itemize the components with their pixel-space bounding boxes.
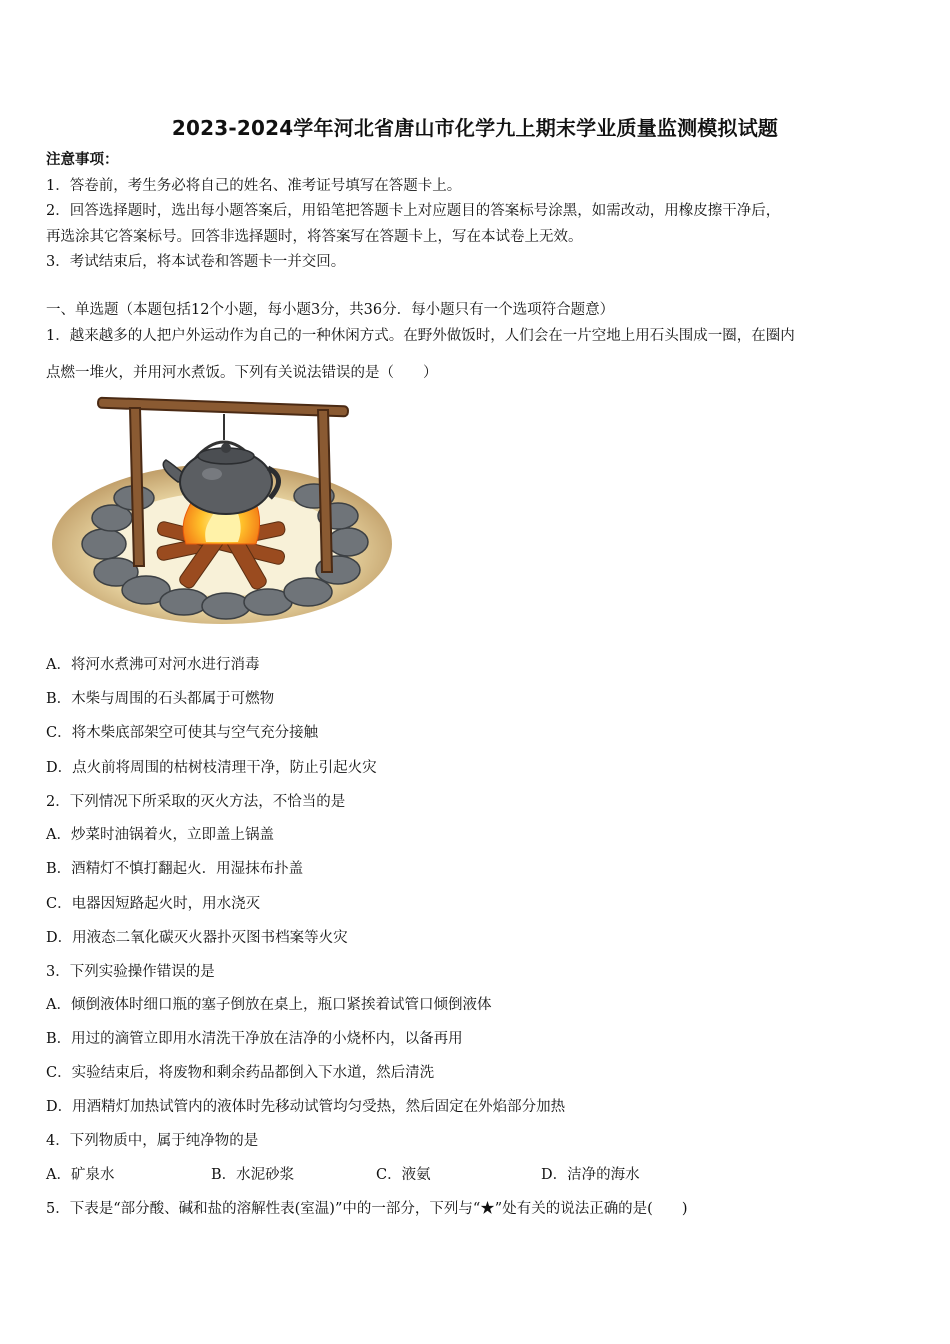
q2-option-b: B．酒精灯不慎打翻起火．用湿抹布扑盖 <box>46 861 304 877</box>
q3-option-a: A．倾倒液体时细口瓶的塞子倒放在桌上，瓶口紧挨着试管口倾倒液体 <box>46 997 492 1013</box>
q3-option-c: C．实验结束后，将废物和剩余药品都倒入下水道，然后清洗 <box>46 1065 435 1081</box>
q4-option-b: B．水泥砂浆 <box>211 1167 295 1183</box>
q1-option-d: D．点火前将周围的枯树枝清理干净，防止引起火灾 <box>46 760 377 776</box>
q1-stem-line2: 点燃一堆火，并用河水煮饭。下列有关说法错误的是（ ） <box>46 365 438 381</box>
q5-stem: 5．下表是“部分酸、碱和盐的溶解性表(室温)”中的一部分，下列与“★”处有关的说法正确的是( ) <box>46 1201 688 1217</box>
q1-stem-line1: 1．越来越多的人把户外运动作为自己的一种休闲方式。在野外做饭时，人们会在一片空地上用石头围成一圈，在圈内 <box>46 328 795 344</box>
notice-item: 2．回答选择题时，选出每小题答案后，用铅笔把答题卡上对应题目的答案标号涂黑，如需改动，用橡皮擦干净后， <box>46 203 781 219</box>
q4-option-d: D．洁净的海水 <box>541 1167 640 1183</box>
notice-item: 1．答卷前，考生务必将自己的姓名、准考证号填写在答题卡上。 <box>46 178 462 194</box>
q2-stem: 2．下列情况下所采取的灭火方法，不恰当的是 <box>46 794 346 810</box>
section-heading: 一、单选题（本题包括12个小题，每小题3分，共36分．每小题只有一个选项符合题意） <box>46 302 615 318</box>
q1-option-a: A．将河水煮沸可对河水进行消毒 <box>46 657 260 673</box>
q3-option-b: B．用过的滴管立即用水清洗干净放在洁净的小烧杯内，以备再用 <box>46 1031 463 1047</box>
q4-options-row <box>46 1165 906 1185</box>
q2-option-c: C．电器因短路起火时，用水浇灭 <box>46 896 261 912</box>
q1-option-c: C．将木柴底部架空可使其与空气充分接触 <box>46 725 319 741</box>
q4-option-a: A．矿泉水 <box>46 1167 115 1183</box>
q3-option-d: D．用酒精灯加热试管内的液体时先移动试管均匀受热，然后固定在外焰部分加热 <box>46 1099 566 1115</box>
q2-option-d: D．用液态二氧化碳灭火器扑灭图书档案等火灾 <box>46 930 348 946</box>
notice-heading: 注意事项： <box>46 151 119 168</box>
q4-option-c: C．液氨 <box>376 1167 431 1183</box>
q3-stem: 3．下列实验操作错误的是 <box>46 964 215 980</box>
page-title: 2023-2024学年河北省唐山市化学九上期末学业质量监测模拟试题 <box>171 116 779 140</box>
q4-stem: 4．下列物质中，属于纯净物的是 <box>46 1133 259 1149</box>
notice-item: 3．考试结束后，将本试卷和答题卡一并交回。 <box>46 254 346 270</box>
campfire-kettle-illustration <box>46 394 394 630</box>
notice-item: 再选涂其它答案标号。回答非选择题时，将答案写在答题卡上，写在本试卷上无效。 <box>46 229 583 245</box>
q2-option-a: A．炒菜时油锅着火，立即盖上锅盖 <box>46 827 274 843</box>
q1-option-b: B．木柴与周围的石头都属于可燃物 <box>46 691 275 707</box>
